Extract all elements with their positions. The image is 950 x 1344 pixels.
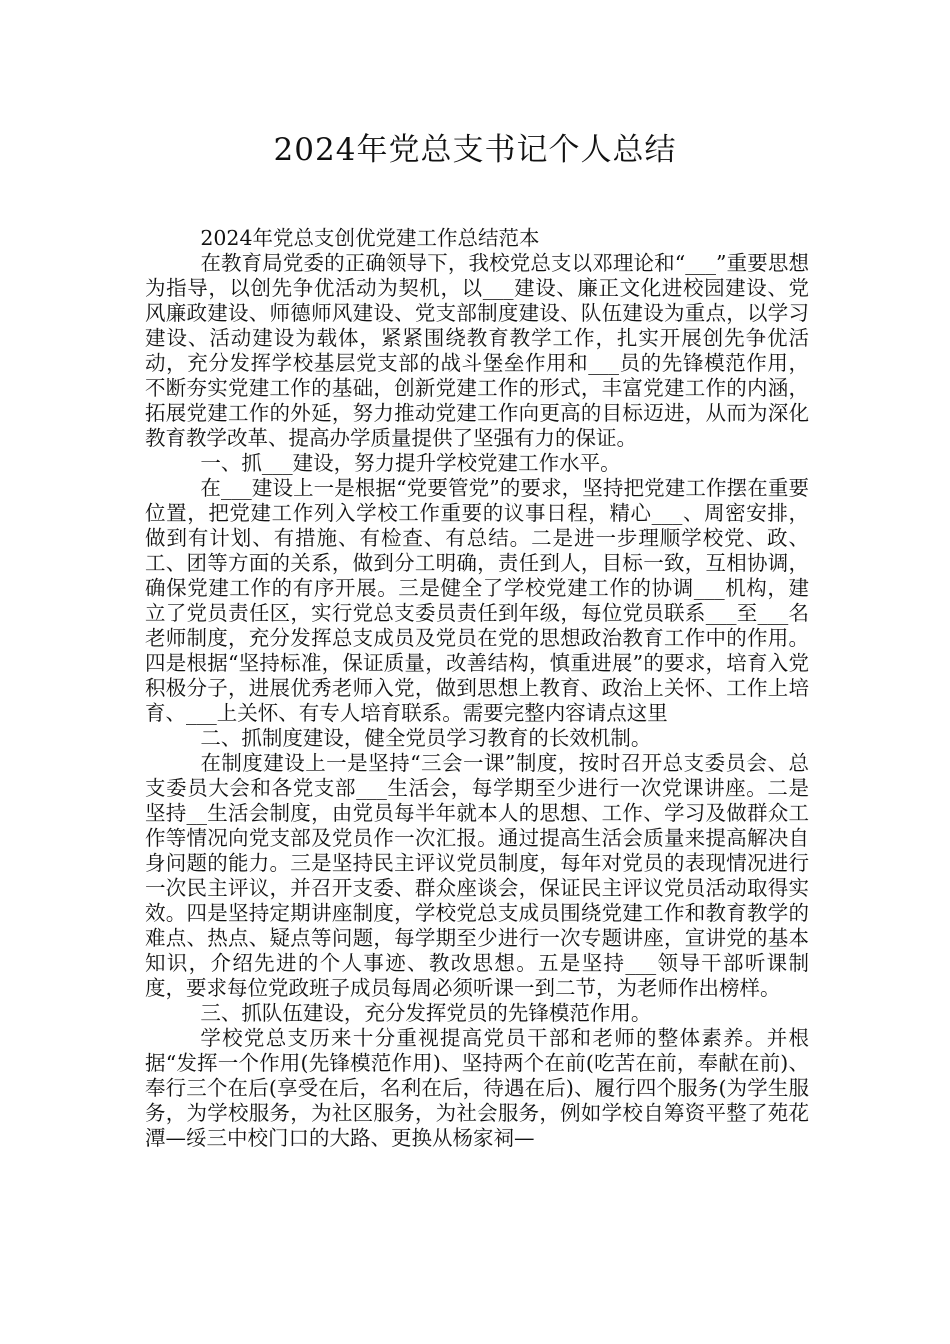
section-heading-2: 二、抓制度建设，健全党员学习教育的长效机制。 — [200, 726, 652, 750]
section-heading-3: 三、抓队伍建设，充分发挥党员的先锋模范作用。 — [200, 1001, 652, 1025]
section-body-3: 学校党总支历来十分重视提高党员干部和老师的整体素养。并根据“发挥一个作用(先锋模范作用)、坚持两个在前(吃苦在前，奉献在前)、奉行三个在后(享受在后，名利在后，待遇在后)、履行四个服务(为学生服务，为学校服务，为社区服务，为社会服务，例如学校自筹资平整了苑花潭—绥三中校门口的大路、更换从杨家祠— — [145, 1026, 809, 1150]
document-title: 2024年党总支书记个人总结 — [273, 132, 677, 168]
document-body — [145, 226, 809, 1151]
intro-paragraph: 在教育局党委的正确领导下，我校党总支以邓理论和“___”重要思想为指导，以创先争优活动为契机，以___建设、廉正文化进校园建设、党风廉政建设、师德师风建设、党支部制度建设、队伍建设为重点，以学习建设、活动建设为载体，紧紧围绕教育教学工作，扎实开展创先争优活动，充分发挥学校基层党支部的战斗堡垒作用和___员的先锋模范作用，不断夯实党建工作的基础，创新党建工作的形式，丰富党建工作的内涵，拓展党建工作的外延，努力推动党建工作向更高的目标迈进，从而为深化教育教学改革、提高办学质量提供了坚强有力的保证。 — [145, 251, 809, 450]
subtitle-paragraph: 2024年党总支创优党建工作总结范本 — [200, 226, 540, 250]
section-body-1: 在___建设上一是根据“党要管党”的要求，坚持把党建工作摆在重要位置，把党建工作列入学校工作重要的议事日程，精心___、周密安排，做到有计划、有措施、有检查、有总结。二是进一步理顺学校党、政、工、团等方面的关系，做到分工明确，责任到人，目标一致，互相协调，确保党建工作的有序开展。三是健全了学校党建工作的协调___机构，建立了党员责任区，实行党总支委员责任到年级，每位党员联系___至___名老师制度，充分发挥总支成员及党员在党的思想政治教育工作中的作用。四是根据“坚持标准，保证质量，改善结构，慎重进展”的要求，培育入党积极分子，进展优秀老师入党，做到思想上教育、政治上关怀、工作上培育、___上关怀、有专人培育联系。需要完整内容请点这里 — [145, 476, 809, 725]
section-heading-1: 一、抓___建设，努力提升学校党建工作水平。 — [200, 451, 621, 475]
section-body-2: 在制度建设上一是坚持“三会一课”制度，按时召开总支委员会、总支委员大会和各党支部___生活会，每学期至少进行一次党课讲座。二是坚持__生活会制度，由党员每半年就本人的思想、工作、学习及做群众工作等情况向党支部及党员作一次汇报。通过提高生活会质量来提高解决自身问题的能力。三是坚持民主评议党员制度，每年对党员的表现情况进行一次民主评议，并召开支委、群众座谈会，保证民主评议党员活动取得实效。四是坚持定期讲座制度，学校党总支成员围绕党建工作和教育教学的难点、热点、疑点等问题，每学期至少进行一次专题讲座，宣讲党的基本知识，介绍先进的个人事迹、教改思想。五是坚持___领导干部听课制度，要求每位党政班子成员每周必须听课一到二节，为老师作出榜样。 — [145, 751, 809, 1000]
